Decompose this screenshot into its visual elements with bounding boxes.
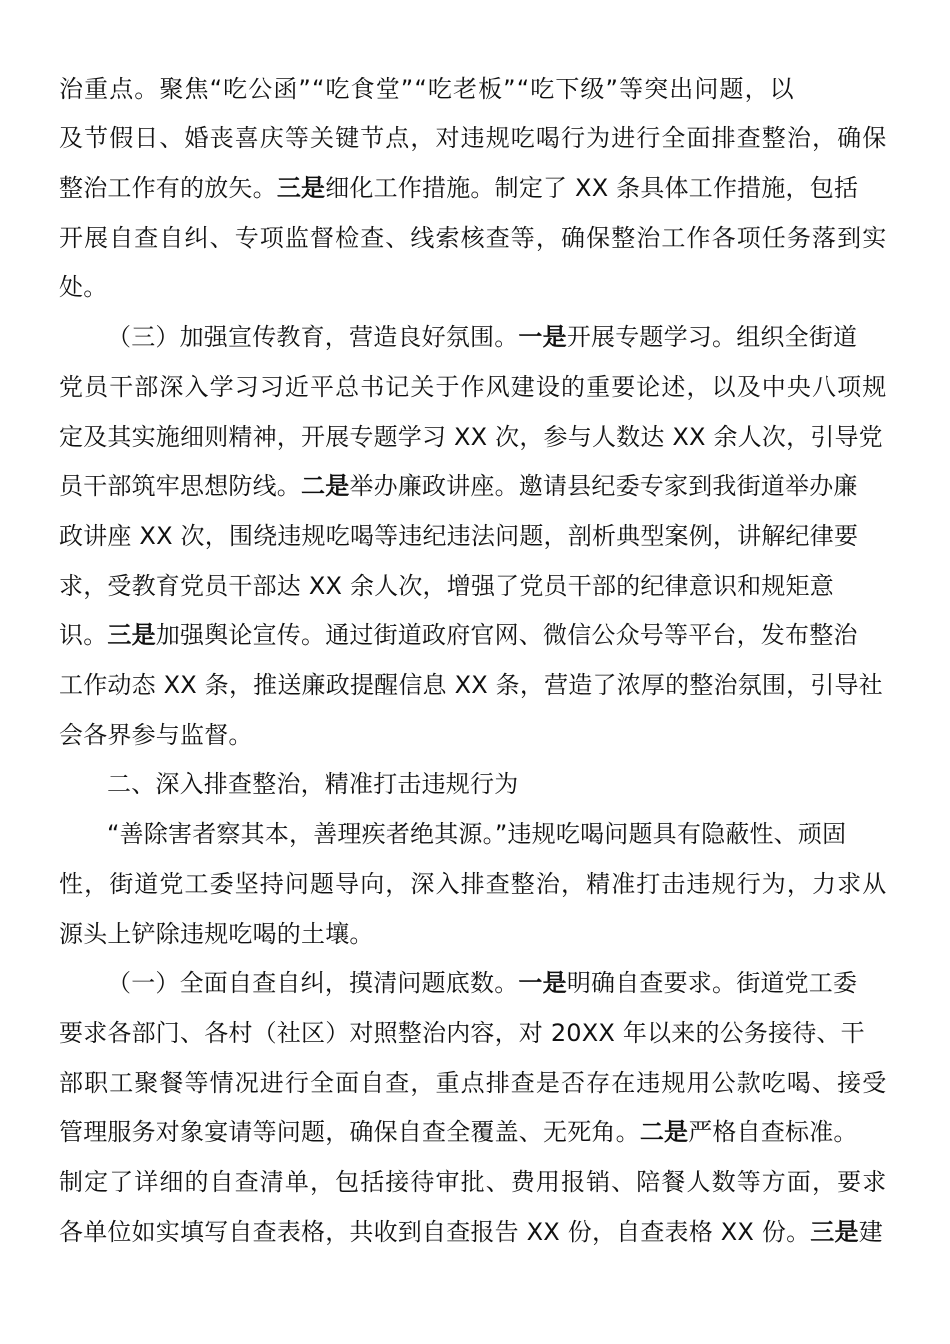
emphasis-label: 三是 bbox=[810, 1218, 859, 1246]
text-run: 及节假日、婚丧喜庆等关键节点，对违规吃喝行为进行全面排查整治，确保 bbox=[59, 124, 888, 152]
text-run: 部职工聚餐等情况进行全面自查，重点排查是否存在违规用公款吃喝、接受 bbox=[59, 1069, 888, 1097]
text-run: 识。 bbox=[59, 621, 108, 649]
text-run: 求，受教育党员干部达 XX 余人次，增强了党员干部的纪律意识和规矩意 bbox=[59, 572, 834, 600]
text-line bbox=[59, 362, 899, 412]
text-line bbox=[59, 710, 899, 760]
text-line bbox=[59, 262, 899, 312]
emphasis-label: 一是 bbox=[518, 969, 567, 997]
text-line bbox=[59, 561, 899, 611]
emphasis-label: 三是 bbox=[107, 621, 156, 649]
text-run: 会各界参与监督。 bbox=[59, 721, 253, 749]
text-line bbox=[59, 660, 899, 710]
text-line bbox=[59, 113, 899, 163]
text-line bbox=[59, 1157, 899, 1207]
text-line bbox=[59, 1058, 899, 1108]
text-line bbox=[59, 1008, 899, 1058]
text-line bbox=[59, 412, 899, 462]
text-line bbox=[59, 909, 899, 959]
text-line bbox=[59, 213, 899, 263]
text-run: 处。 bbox=[59, 273, 108, 301]
text-run: 各单位如实填写自查表格，共收到自查报告 XX 份，自查表格 XX 份。 bbox=[59, 1218, 811, 1246]
text-run: 党员干部深入学习习近平总书记关于作风建设的重要论述，以及中央八项规 bbox=[59, 373, 888, 401]
text-run: 加强舆论宣传。通过街道政府官网、微信公众号等平台，发布整治 bbox=[155, 621, 858, 649]
text-run: 性，街道党工委坚持问题导向，深入排查整治，精准打击违规行为，力求从 bbox=[59, 870, 888, 898]
paragraph-heading-line bbox=[107, 312, 899, 362]
emphasis-label: 三是 bbox=[276, 174, 326, 202]
text-line bbox=[59, 859, 899, 909]
emphasis-label: 二是 bbox=[639, 1118, 689, 1146]
text-run: （三）加强宣传教育，营造良好氛围。 bbox=[107, 323, 519, 351]
text-line bbox=[59, 64, 899, 114]
text-run: 政讲座 XX 次，围绕违规吃喝等违纪违法问题，剖析典型案例，讲解纪律要 bbox=[59, 522, 859, 550]
text-run: 制定了详细的自查清单，包括接待审批、费用报销、陪餐人数等方面，要求 bbox=[59, 1168, 888, 1196]
emphasis-label: 二是 bbox=[301, 472, 350, 500]
text-run: 明确自查要求。街道党工委 bbox=[566, 969, 858, 997]
text-run: 举办廉政讲座。邀请县纪委专家到我街道举办廉 bbox=[349, 472, 858, 500]
text-line bbox=[59, 511, 899, 561]
text-run: 管理服务对象宴请等问题，确保自查全覆盖、无死角。 bbox=[59, 1118, 640, 1146]
text-run: 员干部筑牢思想防线。 bbox=[59, 472, 301, 500]
text-run: 工作动态 XX 条，推送廉政提醒信息 XX 条，营造了浓厚的整治氛围，引导社 bbox=[59, 671, 883, 699]
section-heading bbox=[107, 759, 899, 809]
section-heading-text: 二、深入排查整治，精准打击违规行为 bbox=[107, 770, 519, 798]
text-run: 开展专题学习。组织全街道 bbox=[566, 323, 858, 351]
paragraph-heading-line bbox=[107, 958, 899, 1008]
text-run: 源头上铲除违规吃喝的土壤。 bbox=[59, 920, 374, 948]
text-run: 整治工作有的放矢。 bbox=[59, 174, 277, 202]
text-line bbox=[59, 461, 899, 511]
quote-text: “善除害者察其本，善理疾者绝其源。”违规吃喝问题具有隐蔽性、顽固 bbox=[107, 820, 847, 848]
text-line bbox=[59, 610, 899, 660]
text-line bbox=[59, 1107, 899, 1157]
text-run: 要求各部门、各村（社区）对照整治内容，对 20XX 年以来的公务接待、干 bbox=[59, 1019, 865, 1047]
text-run: （一）全面自查自纠，摸清问题底数。 bbox=[107, 969, 519, 997]
emphasis-label: 一是 bbox=[518, 323, 567, 351]
text-run: 定及其实施细则精神，开展专题学习 XX 次，参与人数达 XX 余人次，引导党 bbox=[59, 423, 883, 451]
text-run: 治重点。聚焦“吃公函”“吃食堂”“吃老板”“吃下级”等突出问题，以 bbox=[59, 75, 795, 103]
text-line bbox=[59, 163, 899, 213]
text-run: 建 bbox=[858, 1218, 883, 1246]
text-run: 细化工作措施。制定了 XX 条具体工作措施，包括 bbox=[325, 174, 859, 202]
text-run: 严格自查标准。 bbox=[688, 1118, 858, 1146]
text-run: 开展自查自纠、专项监督检查、线索核查等，确保整治工作各项任务落到实 bbox=[59, 224, 888, 252]
text-line bbox=[107, 809, 899, 859]
text-line bbox=[59, 1207, 899, 1257]
